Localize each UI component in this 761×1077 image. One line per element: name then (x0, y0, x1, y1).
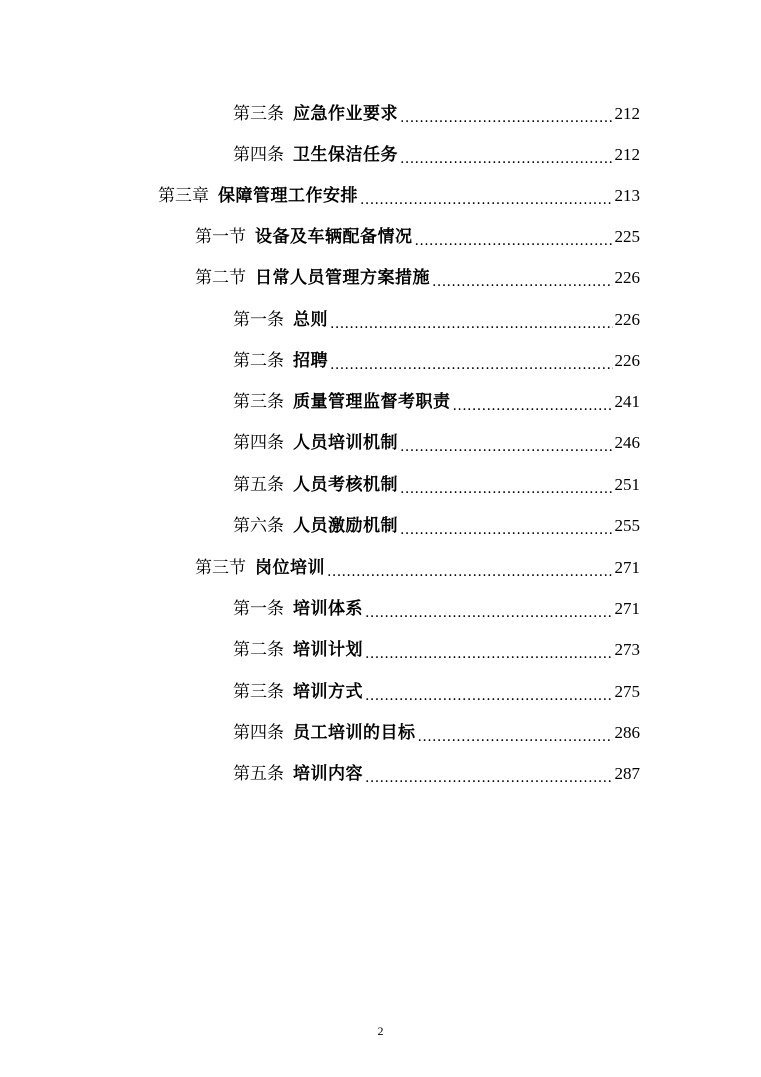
toc-entry-page: 251 (614, 475, 640, 494)
toc-entry[interactable] (233, 755, 640, 785)
toc-entry-prefix: 第一条 (233, 599, 284, 619)
toc-dot-leader (400, 110, 613, 122)
toc-entry-page: 225 (614, 227, 640, 246)
toc-entry[interactable] (233, 136, 640, 166)
toc-entry[interactable] (233, 590, 640, 620)
toc-entry-page: 241 (614, 392, 640, 411)
toc-entry-title: 卫生保洁任务 (293, 145, 398, 165)
toc-entry-title: 日常人员管理方案措施 (255, 268, 430, 288)
toc-entry-prefix: 第二条 (233, 351, 284, 371)
toc-dot-leader (365, 688, 613, 700)
toc-entry-prefix: 第六条 (233, 516, 284, 536)
toc-dot-leader (330, 316, 613, 328)
toc-dot-leader (400, 151, 613, 163)
toc-entry[interactable] (233, 466, 640, 496)
toc-entry-title: 培训方式 (293, 682, 363, 702)
toc-entry[interactable] (233, 383, 640, 413)
toc-dot-leader (365, 770, 613, 782)
toc-entry-title: 设备及车辆配备情况 (255, 227, 413, 247)
toc-entry-page: 213 (614, 186, 640, 205)
toc-entry-page: 271 (614, 599, 640, 618)
toc-dot-leader (400, 481, 613, 493)
page-number: 2 (377, 1024, 384, 1038)
toc-entry-title: 培训体系 (293, 599, 363, 619)
toc-entry-prefix: 第四条 (233, 433, 284, 453)
toc-dot-leader (400, 439, 613, 451)
toc-entry-prefix: 第二节 (195, 268, 246, 288)
toc-dot-leader (330, 357, 613, 369)
toc-entry[interactable] (195, 259, 640, 289)
toc-dot-leader (432, 274, 613, 286)
toc-entry[interactable] (233, 424, 640, 454)
toc-entry-page: 226 (614, 268, 640, 287)
toc-entry-prefix: 第三条 (233, 682, 284, 702)
toc-entry-prefix: 第五条 (233, 475, 284, 495)
toc-entry[interactable] (195, 549, 640, 579)
toc-entry-prefix: 第二条 (233, 640, 284, 660)
toc-entry-prefix: 第一条 (233, 310, 284, 330)
toc-dot-leader (365, 605, 613, 617)
toc-dot-leader (418, 729, 613, 741)
toc-entry-page: 212 (614, 104, 640, 123)
toc-entry-title: 培训计划 (293, 640, 363, 660)
toc-entry-title: 质量管理监督考职责 (293, 392, 451, 412)
toc-entry-page: 212 (614, 145, 640, 164)
toc-entry-page: 286 (614, 723, 640, 742)
toc-entry-title: 保障管理工作安排 (218, 186, 358, 206)
toc-dot-leader (453, 398, 613, 410)
toc-entry-prefix: 第四条 (233, 723, 284, 743)
toc-dot-leader (327, 564, 613, 576)
toc-entry-prefix: 第五条 (233, 764, 284, 784)
toc-entry-title: 岗位培训 (255, 558, 325, 578)
toc-entry[interactable] (158, 177, 640, 207)
toc-entry-page: 255 (614, 516, 640, 535)
toc-dot-leader (400, 522, 613, 534)
toc-entry-title: 应急作业要求 (293, 104, 398, 124)
toc-entry[interactable] (233, 673, 640, 703)
toc-entry-page: 273 (614, 640, 640, 659)
toc-entry-prefix: 第三条 (233, 104, 284, 124)
toc-dot-leader (360, 192, 613, 204)
toc-entry-prefix: 第一节 (195, 227, 246, 247)
toc-entry-title: 培训内容 (293, 764, 363, 784)
toc-entry[interactable] (233, 631, 640, 661)
toc-entry[interactable] (233, 301, 640, 331)
toc-entry-title: 人员培训机制 (293, 433, 398, 453)
toc-entry-title: 员工培训的目标 (293, 723, 416, 743)
toc-entry-page: 271 (614, 558, 640, 577)
toc-entry-title: 招聘 (293, 351, 328, 371)
toc-entry-page: 226 (614, 351, 640, 370)
toc-entry[interactable] (233, 714, 640, 744)
toc-entry-title: 人员激励机制 (293, 516, 398, 536)
toc-entry-prefix: 第四条 (233, 145, 284, 165)
toc-entry-title: 人员考核机制 (293, 475, 398, 495)
toc-entry[interactable] (233, 507, 640, 537)
toc-entry-prefix: 第三节 (195, 558, 246, 578)
toc-entry-page: 226 (614, 310, 640, 329)
toc-entry-page: 287 (614, 764, 640, 783)
toc-dot-leader (365, 646, 613, 658)
toc-entry[interactable] (195, 218, 640, 248)
toc-entry[interactable] (233, 342, 640, 372)
toc-entry-title: 总则 (293, 310, 328, 330)
toc-entry-prefix: 第三章 (158, 186, 209, 206)
toc-dot-leader (415, 233, 613, 245)
toc-entry-prefix: 第三条 (233, 392, 284, 412)
toc-entry-page: 275 (614, 682, 640, 701)
toc-entry[interactable] (233, 95, 640, 125)
toc-entry-page: 246 (614, 433, 640, 452)
